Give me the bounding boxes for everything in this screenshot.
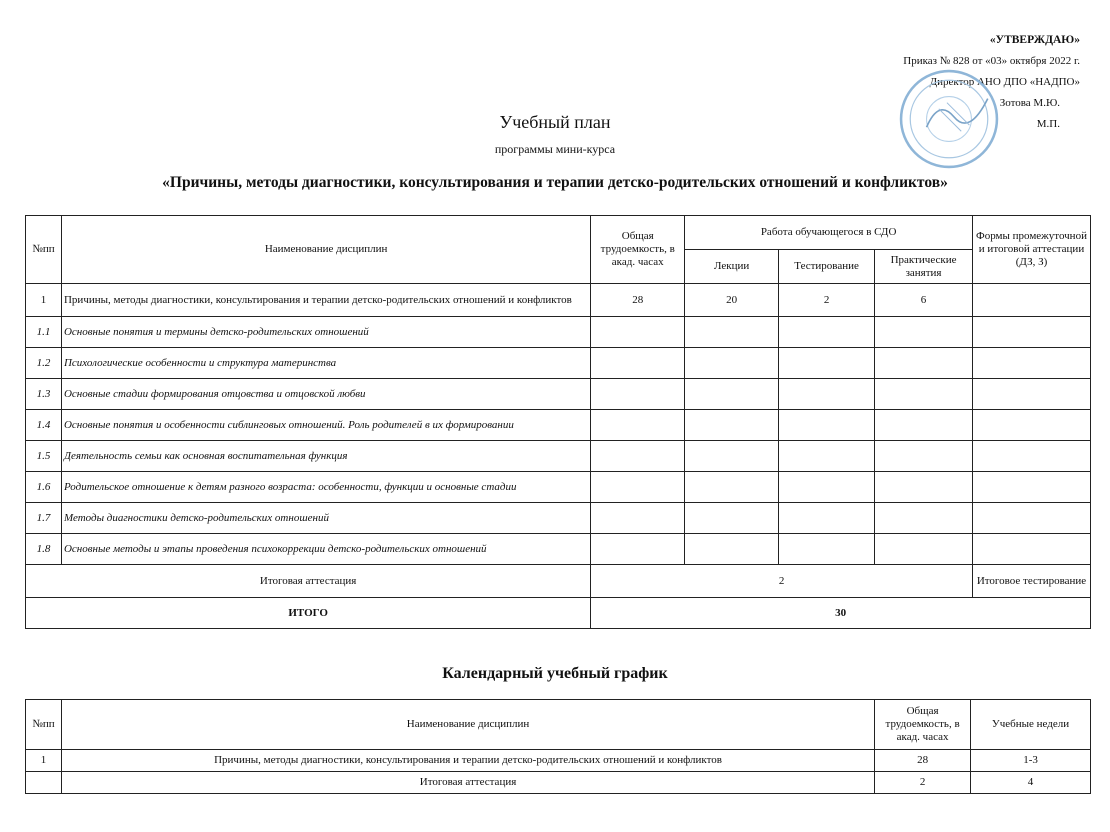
schedule-title: Календарный учебный график	[442, 665, 668, 682]
header-total: Общая трудоемкость, в акад. часах	[591, 216, 685, 284]
sched-header-total: Общая трудоемкость, в акад. часах	[875, 700, 971, 750]
sched-num: 1	[26, 750, 62, 772]
header-work: Работа обучающегося в СДО	[685, 216, 973, 250]
row-num: 1.6	[26, 472, 62, 503]
header-num: №пп	[26, 216, 62, 284]
row-num: 1.4	[26, 410, 62, 441]
sched-header-num: №пп	[26, 700, 62, 750]
row-name: Основные понятия и особенности сиблинговых отношений. Роль родителей в их формировании	[61, 410, 590, 441]
row-num: 1.7	[26, 503, 62, 534]
sched-total: 2	[875, 772, 971, 794]
row-num: 1.5	[26, 441, 62, 472]
row-name: Психологические особенности и структура материнства	[61, 348, 590, 379]
header-lectures: Лекции	[685, 250, 779, 284]
sched-header-weeks: Учебные недели	[971, 700, 1091, 750]
table-row	[26, 472, 1091, 503]
row-name: Основные понятия и термины детско-родительских отношений	[61, 317, 590, 348]
row-num: 1.1	[26, 317, 62, 348]
row-num: 1.8	[26, 534, 62, 565]
approval-position: Директор АНО ДПО «НАДПО»	[929, 76, 1080, 88]
total-label: ИТОГО	[26, 598, 591, 629]
approval-title: «УТВЕРЖДАЮ»	[989, 34, 1080, 46]
row-num: 1.2	[26, 348, 62, 379]
page-subtitle: программы мини-курса	[494, 142, 616, 156]
row-name: Причины, методы диагностики, консультирования и терапии детско-родительских отношений и конфликтов	[61, 284, 590, 317]
course-title: «Причины, методы диагностики, консультирования и терапии детско-родительских отношений и конфликтов»	[162, 174, 948, 191]
table-row	[26, 503, 1091, 534]
header-name: Наименование дисциплин	[61, 216, 590, 284]
table-row	[26, 441, 1091, 472]
table-row	[26, 379, 1091, 410]
row-name: Родительское отношение к детям разного возраста: особенности, функции и основные стадии	[61, 472, 590, 503]
table-row	[26, 534, 1091, 565]
curriculum-table	[25, 215, 1091, 629]
sched-name: Причины, методы диагностики, консультирования и терапии детско-родительских отношений и конфликтов	[61, 750, 874, 772]
row-total: 28	[591, 284, 685, 317]
final-attestation-row	[26, 565, 1091, 598]
row-name: Основные стадии формирования отцовства и отцовской любви	[61, 379, 590, 410]
schedule-table	[25, 699, 1091, 794]
header-forms: Формы промежуточной и итоговой аттестации (ДЗ, З)	[973, 216, 1091, 284]
row-name: Основные методы и этапы проведения психокоррекции детско-родительских отношений	[61, 534, 590, 565]
sched-header-name: Наименование дисциплин	[61, 700, 874, 750]
row-num: 1.3	[26, 379, 62, 410]
table-row	[26, 284, 1091, 317]
total-hours: 30	[591, 598, 1091, 629]
total-row	[26, 598, 1091, 629]
table-row	[26, 317, 1091, 348]
final-hours: 2	[591, 565, 973, 598]
row-testing: 2	[779, 284, 875, 317]
table-row	[26, 772, 1091, 794]
row-practice: 6	[875, 284, 973, 317]
approval-order: Приказ № 828 от «03» октября 2022 г.	[903, 55, 1080, 67]
table-row	[26, 410, 1091, 441]
row-name: Методы диагностики детско-родительских отношений	[61, 503, 590, 534]
sched-num	[26, 772, 62, 794]
sched-name: Итоговая аттестация	[61, 772, 874, 794]
approval-seal-place: М.П.	[1036, 118, 1060, 130]
header-practice: Практические занятия	[875, 250, 973, 284]
header-testing: Тестирование	[779, 250, 875, 284]
approval-name: Зотова М.Ю.	[999, 97, 1060, 109]
page-title: Учебный план	[499, 112, 611, 132]
final-form: Итоговое тестирование	[973, 565, 1091, 598]
table-row	[26, 348, 1091, 379]
row-forms	[973, 284, 1091, 317]
row-num: 1	[26, 284, 62, 317]
final-label: Итоговая аттестация	[26, 565, 591, 598]
sched-weeks: 4	[971, 772, 1091, 794]
table-row	[26, 750, 1091, 772]
sched-total: 28	[875, 750, 971, 772]
row-name: Деятельность семьи как основная воспитательная функция	[61, 441, 590, 472]
row-lectures: 20	[685, 284, 779, 317]
sched-weeks: 1-3	[971, 750, 1091, 772]
